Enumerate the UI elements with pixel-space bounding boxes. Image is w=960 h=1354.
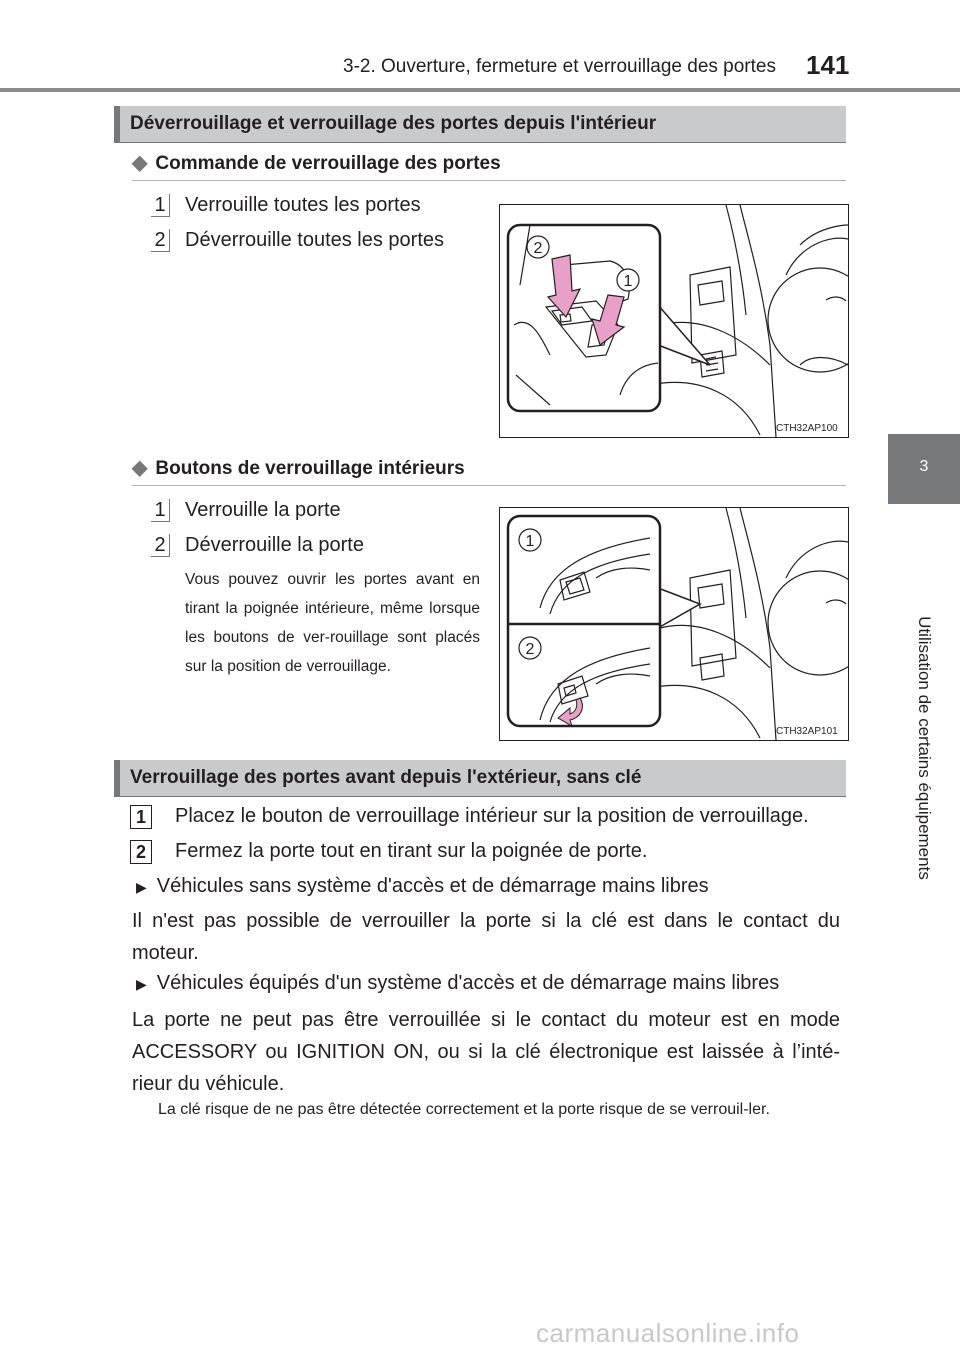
section-underline	[114, 142, 846, 143]
figure-code: CTH32AP101	[776, 726, 838, 737]
detection-note: La clé risque de ne pas être détectée correctement et la porte risque de se verrouil-ler.	[158, 1101, 770, 1118]
triangle-bullet-icon: ▶	[136, 879, 147, 895]
subheading-interior-lock-buttons-text: Boutons de verrouillage intérieurs	[155, 458, 465, 479]
callout-number: 2	[533, 240, 543, 257]
callout-number: 2	[525, 641, 535, 658]
section-heading-exterior-text: Verrouillage des portes avant depuis l'extérieur, sans clé	[130, 767, 642, 788]
item-number: 2	[151, 229, 170, 252]
section-heading-exterior	[114, 760, 846, 796]
page-number: 141	[806, 50, 850, 80]
item-number: 1	[151, 499, 170, 522]
item-text: Déverrouille la porte	[185, 534, 364, 556]
item-text: Déverrouille toutes les portes	[185, 229, 445, 251]
inside-handle-note: Vous pouvez ouvrir les portes avant en tirant la poignée intérieure, même lorsque les boutons de ver-rouillage sont placés sur la position de verrouillage.	[185, 571, 480, 675]
door-lock-switch-illustration	[500, 205, 848, 437]
item-number: 1	[151, 194, 170, 217]
case-heading-text: Véhicules équipés d'un système d'accès et de démarrage mains libres	[156, 972, 780, 994]
subheading-lock-switch-text: Commande de verrouillage des portes	[155, 153, 501, 174]
chapter-tab-label: Utilisation de certains équipements	[915, 616, 934, 880]
section-underline	[114, 796, 846, 797]
item-text: Verrouille la porte	[185, 499, 341, 521]
case-heading-text: Véhicules sans système d'accès et de démarrage mains libres	[156, 875, 709, 897]
case-paragraph: Il n'est pas possible de verrouiller la porte si la clé est dans le contact du moteur.	[132, 910, 840, 964]
item-number: 2	[151, 534, 170, 557]
diamond-bullet-icon: ◆	[132, 152, 148, 174]
figure-lock-switch	[499, 204, 849, 438]
case-heading-no-smart-key	[136, 875, 709, 898]
step-number: 2	[130, 840, 152, 864]
case-paragraph: La porte ne peut pas être verrouillée si le contact du moteur est en mode ACCESSORY ou IGNITION ON, ou si la clé électronique est laissée à l’inté-rieur du véhicule.	[132, 1009, 840, 1095]
watermark: carmanualsonline.info	[536, 1318, 800, 1348]
section-heading-interior	[114, 106, 846, 142]
step-text: Fermez la porte tout en tirant sur la poignée de porte.	[175, 840, 648, 862]
section-heading-interior-text: Déverrouillage et verrouillage des portes depuis l'intérieur	[130, 113, 657, 134]
diamond-bullet-icon: ◆	[132, 457, 148, 479]
subheading-rule	[132, 180, 846, 181]
subheading-rule	[132, 485, 846, 486]
figure-interior-lock-buttons	[499, 507, 849, 741]
chapter-heading: 3-2. Ouverture, fermeture et verrouillage des portes	[343, 56, 776, 77]
callout-number: 1	[623, 273, 633, 290]
step-number: 1	[130, 805, 152, 829]
item-text: Verrouille toutes les portes	[185, 194, 421, 216]
callout-number: 1	[525, 533, 535, 550]
case-heading-smart-key	[136, 972, 779, 995]
step-text: Placez le bouton de verrouillage intérieur sur la position de verrouillage.	[175, 805, 809, 827]
figure-code: CTH32AP100	[776, 423, 838, 434]
triangle-bullet-icon: ▶	[136, 976, 147, 992]
subheading-interior-lock-buttons	[132, 455, 465, 480]
interior-lock-button-illustration	[500, 508, 848, 740]
header-rule	[0, 88, 960, 92]
chapter-tab-number: 3	[919, 458, 929, 475]
subheading-lock-switch	[132, 150, 501, 175]
